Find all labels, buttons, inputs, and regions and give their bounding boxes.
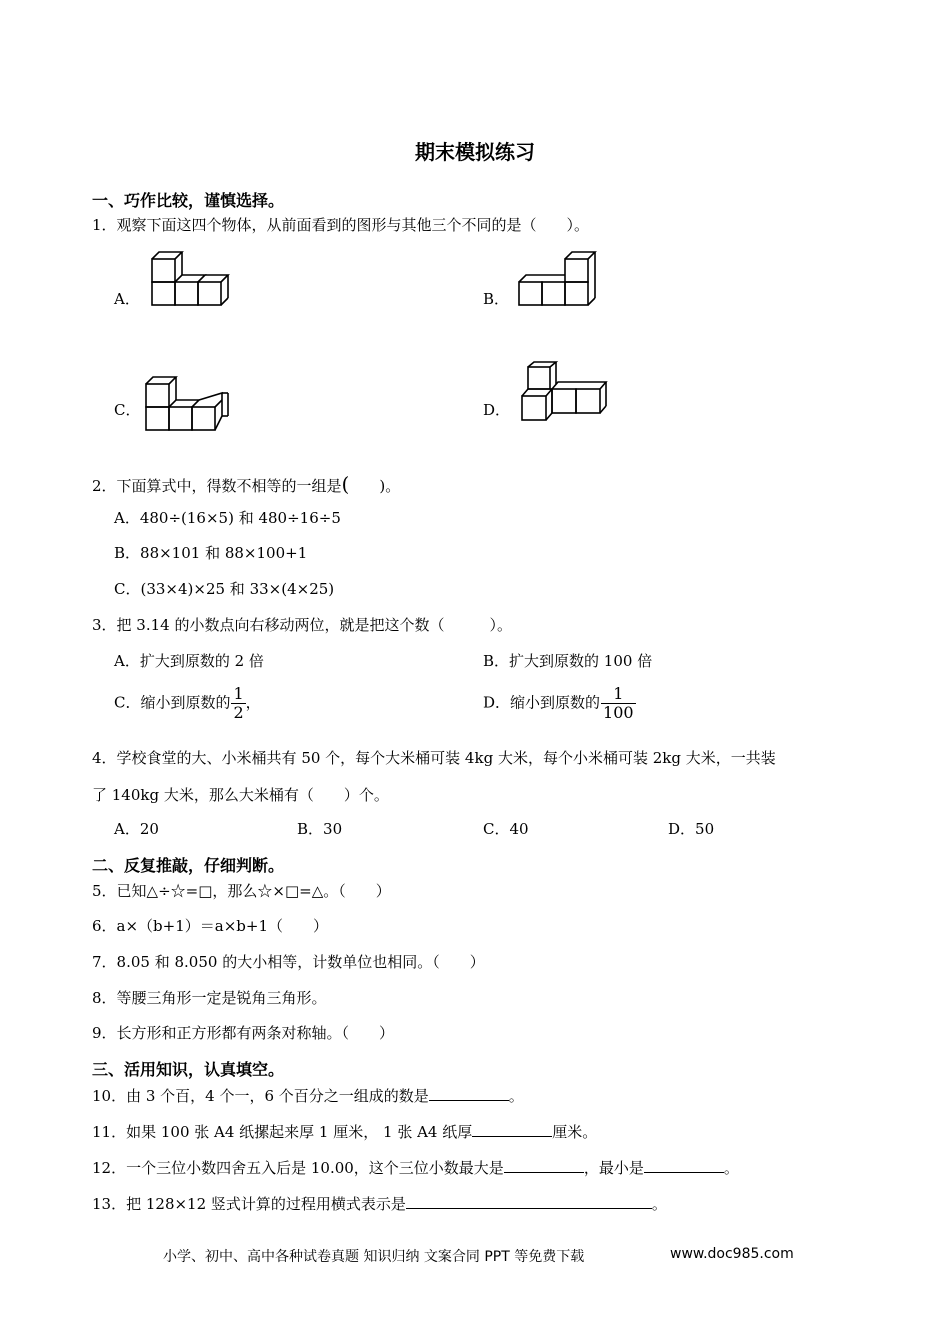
section-heading-2: 二、反复推敲，仔细判断。 bbox=[92, 856, 285, 875]
q1-option-d-label: D． bbox=[483, 401, 511, 419]
fill-12: 12．一个三位小数四舍五入后是 10.00，这个三位小数最大是 ，最小是 。 bbox=[92, 1156, 739, 1178]
q4-option-c: C．40 bbox=[483, 820, 529, 838]
q3-option-d: D．缩小到原数的 $\frac{1}{100}$ bbox=[483, 684, 634, 722]
judgment-6: 6．a×（b+1）＝a×b+1（ ） bbox=[92, 917, 328, 935]
q1-option-a-figure bbox=[150, 250, 235, 310]
q1-option-c-figure bbox=[144, 375, 234, 435]
q1-option-a-label: A． bbox=[114, 290, 140, 308]
page-title: 期末模拟练习 bbox=[415, 140, 535, 164]
section-heading-3: 三、活用知识，认真填空。 bbox=[92, 1060, 285, 1079]
q1-option-b-figure bbox=[517, 250, 602, 310]
q4-option-b: B．30 bbox=[297, 820, 343, 838]
footer-text: 小学、初中、高中各种试卷真题 知识归纳 文案合同 PPT 等免费下载 bbox=[163, 1249, 585, 1265]
q1-option-d-figure bbox=[520, 360, 612, 425]
footer-website[interactable]: www.doc985.com bbox=[670, 1246, 794, 1262]
answer-blank-12-min[interactable] bbox=[644, 1156, 724, 1173]
answer-blank-10[interactable] bbox=[429, 1084, 509, 1101]
q2-option-c: C．(33×4)×25 和 33×(4×25) bbox=[114, 580, 335, 598]
fill-13: 13．把 128×12 竖式计算的过程用横式表示是 。 bbox=[92, 1192, 667, 1214]
q4-option-a: A．20 bbox=[114, 820, 159, 838]
question-2: 2．下面算式中，得数不相等的一组是( )。 bbox=[92, 472, 401, 496]
answer-blank-11[interactable] bbox=[472, 1120, 552, 1137]
judgment-5: 5．已知△÷☆=□，那么☆×□=△。（ ） bbox=[92, 882, 391, 900]
q2-option-b: B．88×101 和 88×100+1 bbox=[114, 544, 308, 562]
q4-option-d: D．50 bbox=[668, 820, 715, 838]
judgment-8: 8．等腰三角形一定是锐角三角形。 bbox=[92, 989, 327, 1007]
fraction-one-hundredth: $\frac{1}{100}$ bbox=[603, 684, 634, 722]
q3-option-c: C．缩小到原数的 $\frac{1}{2}$ ， bbox=[114, 684, 261, 722]
question-4-line-2: 了 140kg 大米，那么大米桶有（ ）个。 bbox=[92, 786, 389, 804]
section-heading-1: 一、巧作比较，谨慎选择。 bbox=[92, 191, 285, 210]
q2-option-a: A．480÷(16×5) 和 480÷16÷5 bbox=[114, 509, 341, 527]
fill-11: 11．如果 100 张 A4 纸摞起来厚 1 厘米， 1 张 A4 纸厚 厘米。 bbox=[92, 1120, 597, 1142]
q3-option-a: A．扩大到原数的 2 倍 bbox=[114, 652, 264, 670]
answer-blank-13[interactable] bbox=[406, 1192, 652, 1209]
judgment-9: 9．长方形和正方形都有两条对称轴。（ ） bbox=[92, 1024, 395, 1042]
question-4-line-1: 4．学校食堂的大、小米桶共有 50 个，每个大米桶可装 4kg 大米，每个小米桶可装 2kg 大米，一共装 bbox=[92, 749, 776, 767]
q1-option-b-label: B． bbox=[483, 290, 510, 308]
fraction-one-half: $\frac{1}{2}$ bbox=[233, 684, 244, 722]
q3-option-b: B．扩大到原数的 100 倍 bbox=[483, 652, 653, 670]
question-3: 3．把 3.14 的小数点向右移动两位，就是把这个数（ ）。 bbox=[92, 616, 512, 634]
fill-10: 10．由 3 个百，4 个一，6 个百分之一组成的数是 。 bbox=[92, 1084, 524, 1106]
question-1: 1．观察下面这四个物体，从前面看到的图形与其他三个不同的是（ ）。 bbox=[92, 216, 590, 234]
judgment-7: 7．8.05 和 8.050 的大小相等，计数单位也相同。（ ） bbox=[92, 953, 485, 971]
q1-option-c-label: C． bbox=[114, 401, 141, 419]
answer-blank-12-max[interactable] bbox=[504, 1156, 584, 1173]
